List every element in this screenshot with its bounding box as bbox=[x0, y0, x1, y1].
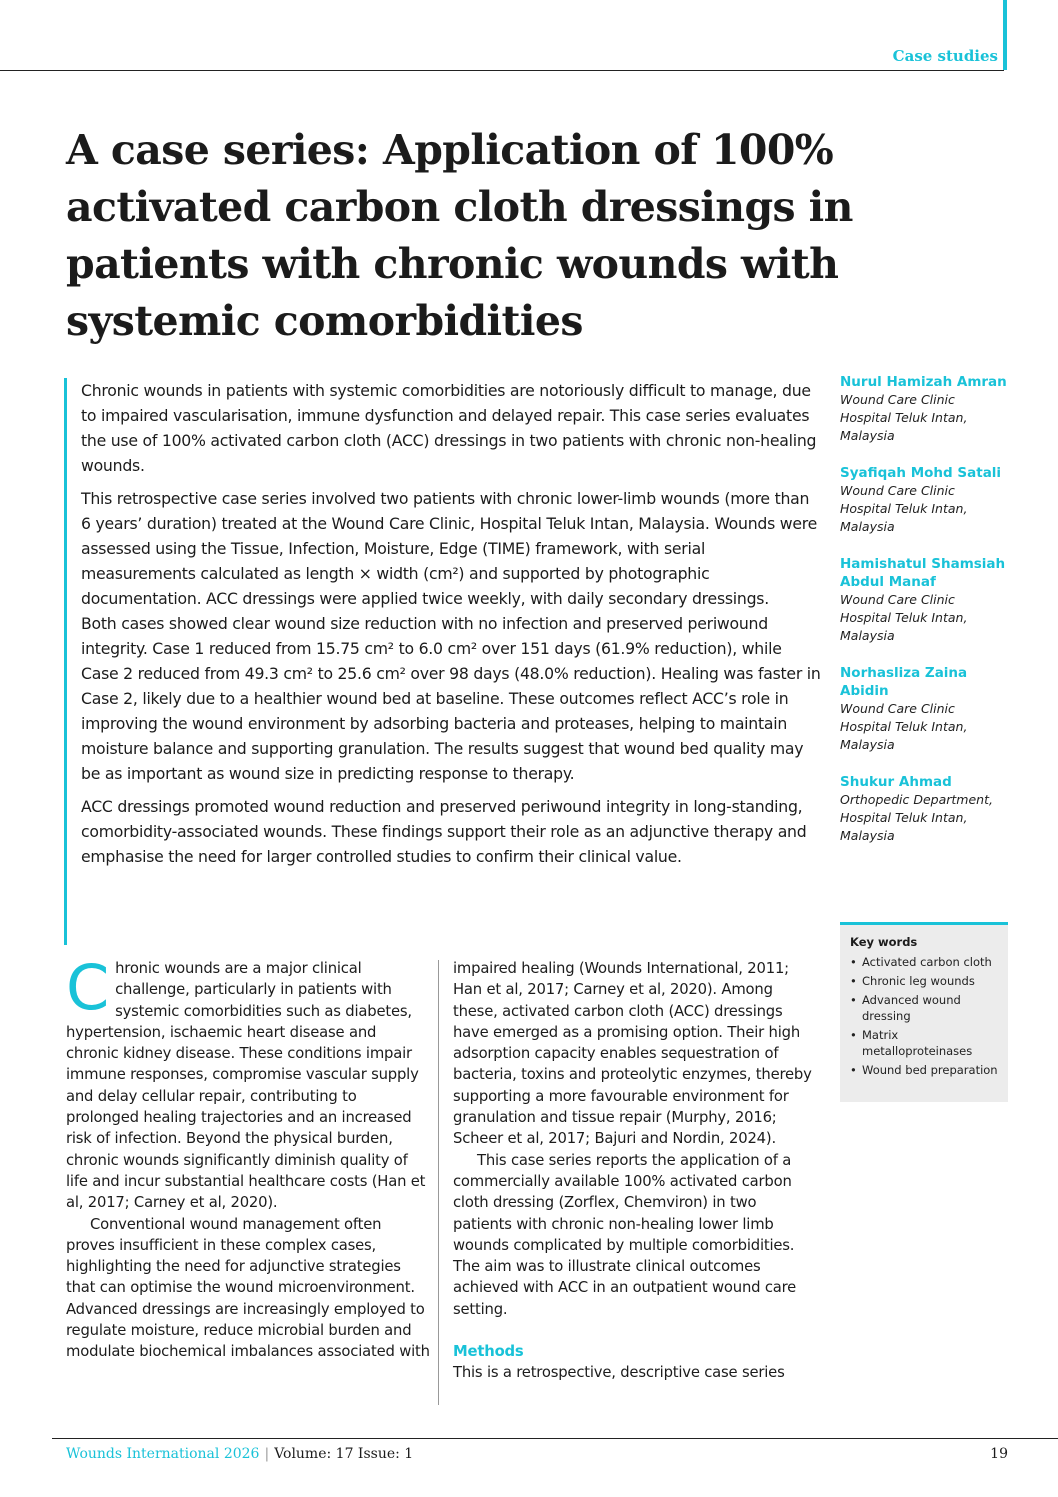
footer bbox=[66, 1446, 413, 1462]
abstract-paragraph: Both cases showed clear wound size reduction with no infection and preserved periwound integrity. Case 1 reduced from 15.75 cm² to 6.0 cm² over 151 days (61.9% reduction), while Case 2 reduced from 49.3 cm² to 25.6 cm² over 98 days (48.0% reduction). Healing was faster in Case 2, likely due to a healthier wound bed at baseline. These outcomes reflect ACC’s role in improving the wound environment by adsorbing bacteria and proteases, helping to maintain moisture balance and supporting granulation. The results suggest that wound bed quality may be as important as wound size in predicting response to therapy. bbox=[81, 614, 821, 783]
author-affiliation-line: Malaysia bbox=[840, 737, 895, 752]
drop-cap: C bbox=[66, 951, 110, 1024]
footer-rule bbox=[52, 1438, 1058, 1439]
body-paragraph-text: hronic wounds are a major clinical challenge, particularly in patients with systemic comorbidities such as diabetes, hypertension, ischaemic heart disease and chronic kidney disease. These conditions impair immune responses, compromise vascular supply and delay cellular repair, contributing to prolonged healing trajectories and an increased risk of infection. Beyond the physical burden, chronic wounds significantly diminish quality of life and incur substantial healthcare costs (Han et al, 2017; Carney et al, 2020). bbox=[66, 960, 426, 1212]
body-column-right bbox=[453, 958, 818, 1384]
keyword-item: • Advanced wound dressing bbox=[850, 992, 1000, 1024]
keywords-title: Key words bbox=[850, 935, 918, 949]
author-affiliation-line: Wound Care Clinic bbox=[840, 592, 955, 607]
author-affiliation-line: Malaysia bbox=[840, 628, 895, 643]
keyword-item: • Matrix metalloproteinases bbox=[850, 1027, 1000, 1059]
author-affiliation-line: Hospital Teluk Intan, bbox=[840, 501, 968, 516]
keyword-item: • Activated carbon cloth bbox=[850, 954, 1000, 970]
author-name: Nurul Hamizah Amran bbox=[840, 374, 1007, 390]
header-accent-bar bbox=[1003, 0, 1007, 70]
abstract-paragraph: Chronic wounds in patients with systemic comorbidities are notoriously difficult to manage, due to impaired vascularisation, immune dysfunction and delayed repair. This case series evaluates the use of 100% activated carbon cloth (ACC) dressings in two patients with chronic non-healing wounds. bbox=[81, 381, 817, 475]
author-affiliation-line: Wound Care Clinic bbox=[840, 392, 955, 407]
author-affiliation-line: Malaysia bbox=[840, 519, 895, 534]
body-paragraph: Conventional wound management often proves insufficient in these complex cases, highlighting the need for adjunctive strategies that can optimise the wound microenvironment. Advanced dressings are increasingly employed to regulate moisture, reduce microbial burden and modulate biochemical imbalances associated with bbox=[66, 1215, 430, 1361]
methods-heading: Methods bbox=[453, 1343, 524, 1361]
keywords-box bbox=[840, 922, 1008, 1102]
author-affiliation-line: Wound Care Clinic bbox=[840, 483, 955, 498]
keyword-item: • Wound bed preparation bbox=[850, 1062, 1000, 1078]
footer-journal: Wounds International 2026 bbox=[66, 1446, 260, 1462]
author-affiliation-line: Orthopedic Department, bbox=[840, 792, 993, 807]
author-name: Norhasliza Zaina Abidin bbox=[840, 665, 968, 699]
author-list bbox=[840, 373, 1015, 864]
author-entry bbox=[840, 464, 1015, 536]
author-affiliation-line: Hospital Teluk Intan, bbox=[840, 410, 968, 425]
body-column-left bbox=[66, 951, 431, 1363]
abstract-paragraph: This retrospective case series involved two patients with chronic lower-limb wounds (more than 6 years’ duration) treated at the Wound Care Clinic, Hospital Teluk Intan, Malaysia. Wounds were assessed using the Tissue, Infection, Moisture, Edge (TIME) framework, with serial measurements calculated as length × width (cm²) and supported by photographic documentation. ACC dressings were applied twice weekly, with daily secondary dressings. bbox=[81, 489, 818, 608]
footer-volume: Volume: 17 Issue: 1 bbox=[274, 1446, 414, 1462]
author-affiliation-line: Wound Care Clinic bbox=[840, 701, 955, 716]
body-paragraph: impaired healing (Wounds International, 2011; Han et al, 2017; Carney et al, 2020). Among these, activated carbon cloth (ACC) dressings have emerged as a promising option. Their high adsorption capacity enables sequestration of bacteria, toxins and proteolytic enzymes, thereby supporting a more favourable environment for granulation and tissue repair (Murphy, 2016; Scheer et al, 2017; Bajuri and Nordin, 2024). bbox=[453, 960, 812, 1148]
abstract-paragraph: ACC dressings promoted wound reduction and preserved periwound integrity in long-standing, comorbidity-associated wounds. These findings support their role as an adjunctive therapy and emphasise the need for larger controlled studies to confirm their clinical value. bbox=[81, 797, 807, 866]
column-divider bbox=[438, 960, 439, 1405]
footer-separator: | bbox=[264, 1446, 270, 1462]
author-affiliation-line: Hospital Teluk Intan, bbox=[840, 810, 968, 825]
keyword-item: • Chronic leg wounds bbox=[850, 973, 1000, 989]
keywords-list bbox=[850, 954, 1000, 1078]
author-entry bbox=[840, 773, 1015, 845]
author-name: Syafiqah Mohd Satali bbox=[840, 465, 1002, 481]
author-name: Shukur Ahmad bbox=[840, 774, 952, 790]
author-affiliation-line: Malaysia bbox=[840, 828, 895, 843]
author-entry bbox=[840, 555, 1015, 645]
body-paragraph: This is a retrospective, descriptive case series bbox=[453, 1364, 785, 1382]
abstract-accent-bar bbox=[64, 378, 67, 945]
body-paragraph: This case series reports the application of a commercially available 100% activated carbon cloth dressing (Zorflex, Chemviron) in two patients with chronic non-healing lower limb wounds complicated by multiple comorbidities. The aim was to illustrate clinical outcomes achieved with ACC in an outpatient wound care setting. bbox=[453, 1151, 797, 1318]
author-affiliation-line: Hospital Teluk Intan, bbox=[840, 610, 968, 625]
body-paragraph bbox=[66, 951, 431, 1214]
abstract bbox=[81, 378, 821, 877]
article-title: A case series: Application of 100% activated carbon cloth dressings in patients with chronic wounds with systemic comorbidities bbox=[66, 126, 853, 345]
author-affiliation-line: Hospital Teluk Intan, bbox=[840, 719, 968, 734]
author-affiliation-line: Malaysia bbox=[840, 428, 895, 443]
author-entry bbox=[840, 664, 1015, 754]
header-rule bbox=[0, 70, 1004, 71]
author-name: Hamishatul Shamsiah Abdul Manaf bbox=[840, 556, 1006, 590]
page-number: 19 bbox=[990, 1446, 1008, 1462]
author-entry bbox=[840, 373, 1015, 445]
section-label: Case studies bbox=[892, 47, 998, 65]
